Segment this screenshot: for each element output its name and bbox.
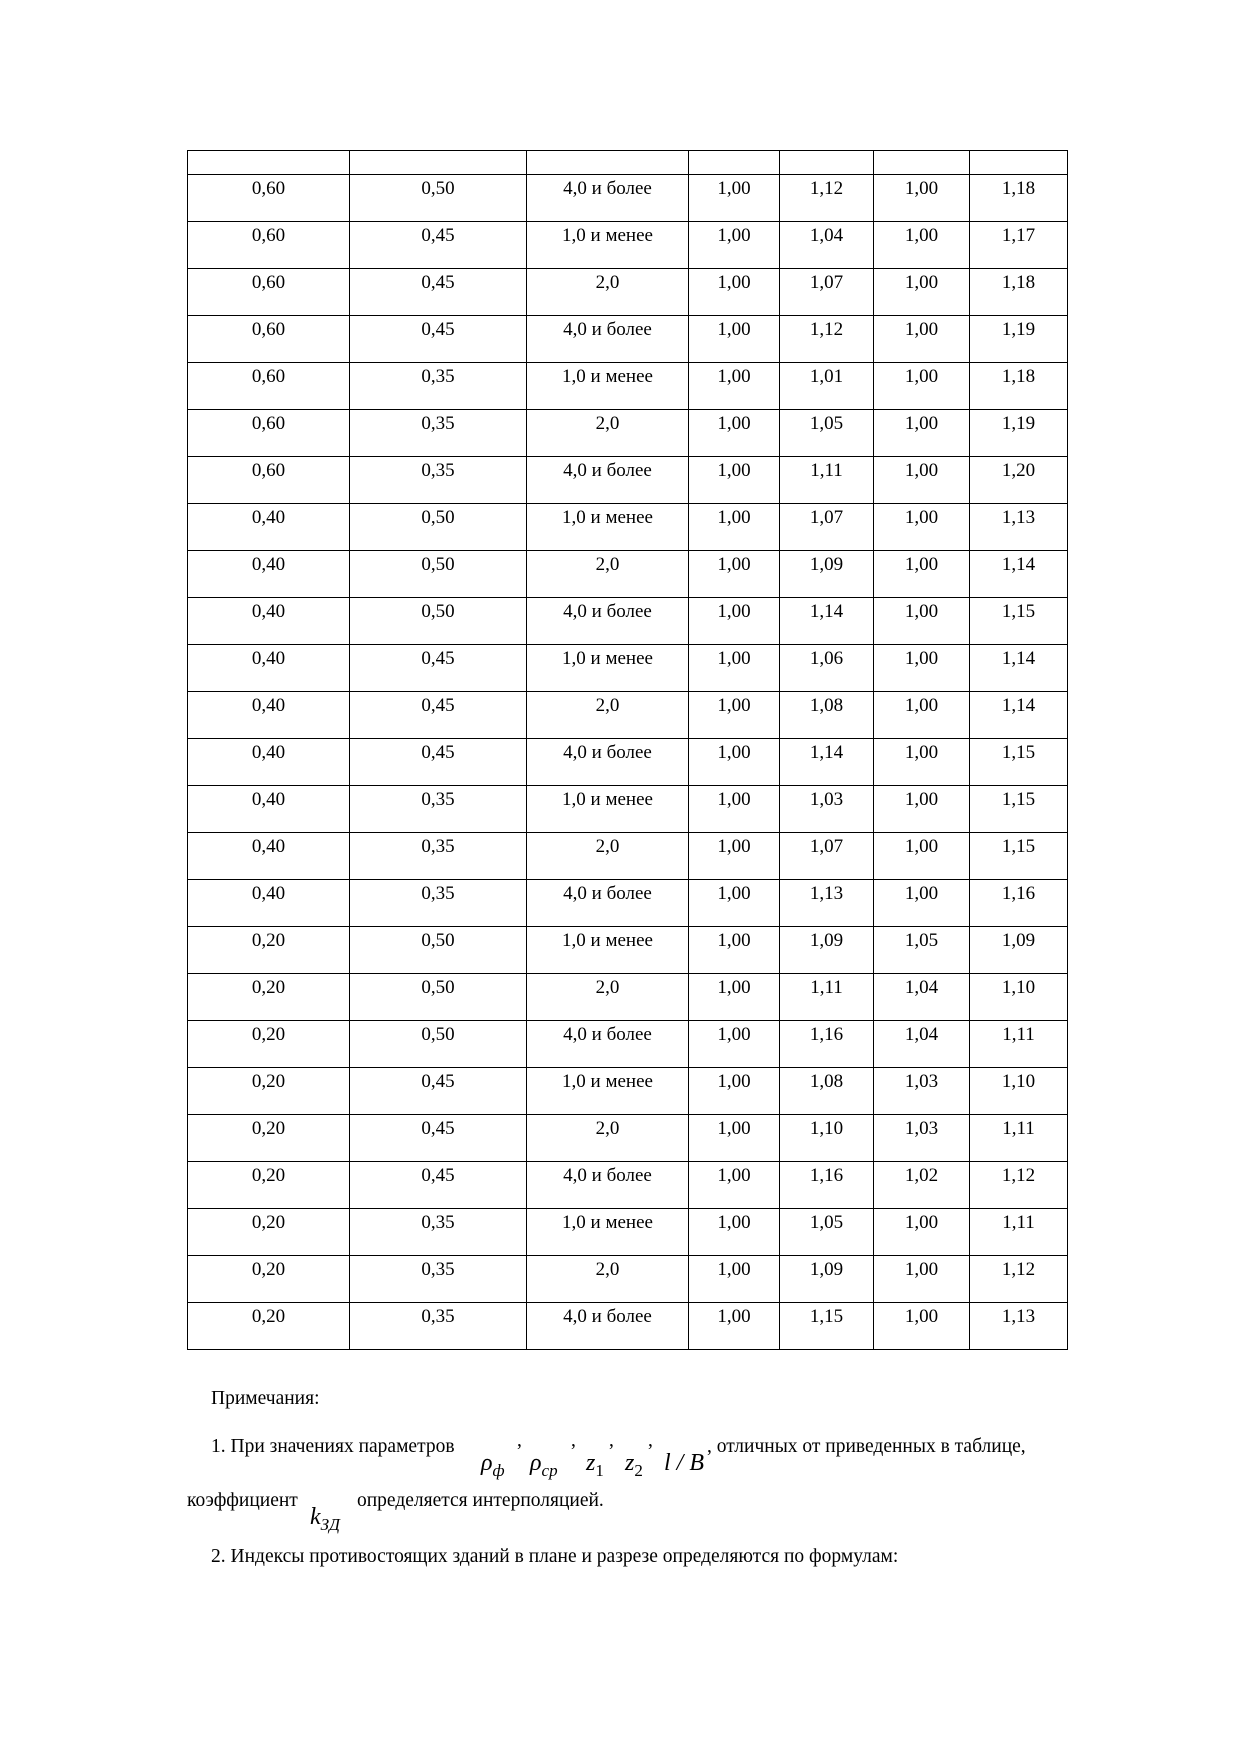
table-cell: 4,0 и более bbox=[527, 316, 689, 363]
table-row bbox=[188, 1209, 1068, 1256]
table-cell: 1,11 bbox=[780, 974, 874, 1021]
table-cell: 0,40 bbox=[188, 786, 350, 833]
param-separator: , bbox=[517, 1430, 522, 1451]
table-cell: 1,00 bbox=[874, 645, 970, 692]
table-row bbox=[188, 1162, 1068, 1209]
table-cell: 1,13 bbox=[970, 1303, 1068, 1350]
table-cell: 1,00 bbox=[689, 739, 780, 786]
table-cell: 1,03 bbox=[780, 786, 874, 833]
table-cell: 1,0 и менее bbox=[527, 927, 689, 974]
table-cell: 0,45 bbox=[350, 645, 527, 692]
table-cell: 1,00 bbox=[689, 269, 780, 316]
table-cell: 0,20 bbox=[188, 1303, 350, 1350]
table-cell: 1,00 bbox=[874, 1256, 970, 1303]
table-row bbox=[188, 457, 1068, 504]
table-cell: 1,00 bbox=[689, 692, 780, 739]
table-cell: 1,00 bbox=[689, 833, 780, 880]
table-row bbox=[188, 692, 1068, 739]
table-row bbox=[188, 645, 1068, 692]
table-cell: 1,11 bbox=[970, 1021, 1068, 1068]
table-cell: 2,0 bbox=[527, 1256, 689, 1303]
table-cell: 1,11 bbox=[780, 457, 874, 504]
table-cell: 1,12 bbox=[780, 175, 874, 222]
table-cell: 1,00 bbox=[689, 1115, 780, 1162]
table-cell: 1,00 bbox=[689, 974, 780, 1021]
table-cell: 4,0 и более bbox=[527, 598, 689, 645]
table-cell: 2,0 bbox=[527, 974, 689, 1021]
table-cell: 1,05 bbox=[780, 410, 874, 457]
table-cell: 1,09 bbox=[970, 927, 1068, 974]
table-cell: 1,00 bbox=[874, 410, 970, 457]
table-cell: 1,0 и менее bbox=[527, 1209, 689, 1256]
table-cell: 0,35 bbox=[350, 1256, 527, 1303]
table-cell: 0,40 bbox=[188, 645, 350, 692]
table-cell: 0,60 bbox=[188, 269, 350, 316]
table-cell: 1,09 bbox=[780, 927, 874, 974]
table-cell: 1,13 bbox=[970, 504, 1068, 551]
z1-symbol: $z_1$ bbox=[586, 1450, 604, 1480]
header-cell bbox=[780, 151, 874, 175]
table-cell: 0,40 bbox=[188, 551, 350, 598]
table-header-row bbox=[188, 151, 1068, 175]
table-cell: 1,00 bbox=[689, 410, 780, 457]
table-cell: 1,19 bbox=[970, 410, 1068, 457]
table-cell: 1,17 bbox=[970, 222, 1068, 269]
table-cell: 1,06 bbox=[780, 645, 874, 692]
table-row bbox=[188, 1021, 1068, 1068]
table-cell: 1,00 bbox=[874, 363, 970, 410]
table-cell: 1,19 bbox=[970, 316, 1068, 363]
table-cell: 1,08 bbox=[780, 692, 874, 739]
table-cell: 1,18 bbox=[970, 363, 1068, 410]
table-cell: 2,0 bbox=[527, 410, 689, 457]
table-cell: 1,10 bbox=[780, 1115, 874, 1162]
table-cell: 0,45 bbox=[350, 316, 527, 363]
table-row bbox=[188, 363, 1068, 410]
table-cell: 2,0 bbox=[527, 1115, 689, 1162]
table-cell: 1,00 bbox=[689, 1021, 780, 1068]
table-cell: 1,14 bbox=[970, 551, 1068, 598]
table-cell: 1,00 bbox=[689, 1209, 780, 1256]
table-cell: 0,35 bbox=[350, 1209, 527, 1256]
table-cell: 0,60 bbox=[188, 363, 350, 410]
k3d-symbol: $k_{ЗД}$ bbox=[310, 1504, 340, 1534]
coefficient-table bbox=[187, 150, 1068, 1350]
table-cell: 0,60 bbox=[188, 457, 350, 504]
table-cell: 1,05 bbox=[874, 927, 970, 974]
table-cell: 0,35 bbox=[350, 833, 527, 880]
table-cell: 1,00 bbox=[689, 1068, 780, 1115]
table-cell: 0,35 bbox=[350, 1303, 527, 1350]
table-cell: 1,03 bbox=[874, 1115, 970, 1162]
table-cell: 1,0 и менее bbox=[527, 363, 689, 410]
table-cell: 0,40 bbox=[188, 833, 350, 880]
header-cell bbox=[350, 151, 527, 175]
table-cell: 1,02 bbox=[874, 1162, 970, 1209]
table-cell: 1,16 bbox=[780, 1162, 874, 1209]
l-over-b-symbol: l / B bbox=[664, 1450, 704, 1476]
param-separator: , bbox=[609, 1430, 614, 1451]
table-cell: 1,13 bbox=[780, 880, 874, 927]
table-cell: 1,00 bbox=[874, 880, 970, 927]
table-cell: 1,00 bbox=[689, 363, 780, 410]
table-cell: 1,00 bbox=[689, 316, 780, 363]
table-cell: 1,07 bbox=[780, 269, 874, 316]
table-cell: 0,35 bbox=[350, 410, 527, 457]
table-cell: 1,00 bbox=[689, 880, 780, 927]
table-cell: 1,00 bbox=[874, 786, 970, 833]
table-row bbox=[188, 410, 1068, 457]
table-row bbox=[188, 1115, 1068, 1162]
table-cell: 1,00 bbox=[874, 1303, 970, 1350]
table-cell: 4,0 и более bbox=[527, 175, 689, 222]
table-cell: 2,0 bbox=[527, 692, 689, 739]
table-row bbox=[188, 739, 1068, 786]
table-cell: 1,00 bbox=[689, 222, 780, 269]
table-cell: 4,0 и более bbox=[527, 457, 689, 504]
table-cell: 1,14 bbox=[970, 692, 1068, 739]
table-cell: 1,07 bbox=[780, 504, 874, 551]
table-cell: 0,45 bbox=[350, 692, 527, 739]
note-1-end: , отличных от приведенных в таблице, bbox=[707, 1436, 1026, 1457]
table-row bbox=[188, 222, 1068, 269]
table-cell: 1,14 bbox=[780, 598, 874, 645]
table-cell: 0,50 bbox=[350, 598, 527, 645]
header-cell bbox=[527, 151, 689, 175]
table-cell: 0,35 bbox=[350, 786, 527, 833]
table-cell: 0,20 bbox=[188, 1068, 350, 1115]
table-cell: 0,20 bbox=[188, 1162, 350, 1209]
table-cell: 1,00 bbox=[689, 1162, 780, 1209]
table-cell: 1,00 bbox=[689, 504, 780, 551]
table-cell: 1,0 и менее bbox=[527, 1068, 689, 1115]
table-cell: 1,14 bbox=[970, 645, 1068, 692]
table-cell: 1,12 bbox=[780, 316, 874, 363]
table-row bbox=[188, 316, 1068, 363]
table-row bbox=[188, 504, 1068, 551]
table-cell: 1,09 bbox=[780, 551, 874, 598]
table-cell: 1,16 bbox=[780, 1021, 874, 1068]
table-cell: 1,20 bbox=[970, 457, 1068, 504]
table-cell: 1,10 bbox=[970, 1068, 1068, 1115]
table-cell: 1,00 bbox=[689, 1256, 780, 1303]
table-cell: 0,50 bbox=[350, 927, 527, 974]
table-cell: 2,0 bbox=[527, 833, 689, 880]
table-cell: 1,00 bbox=[689, 598, 780, 645]
table-cell: 0,60 bbox=[188, 410, 350, 457]
table-cell: 0,50 bbox=[350, 551, 527, 598]
table-cell: 1,00 bbox=[689, 645, 780, 692]
table-cell: 1,00 bbox=[874, 692, 970, 739]
table-row bbox=[188, 598, 1068, 645]
table-cell: 0,50 bbox=[350, 175, 527, 222]
table-row bbox=[188, 269, 1068, 316]
table-cell: 1,0 и менее bbox=[527, 504, 689, 551]
table-cell: 0,35 bbox=[350, 457, 527, 504]
note-1-cont-a: коэффициент bbox=[187, 1490, 298, 1511]
table-cell: 0,60 bbox=[188, 222, 350, 269]
header-cell bbox=[970, 151, 1068, 175]
table-cell: 1,12 bbox=[970, 1256, 1068, 1303]
table-cell: 1,00 bbox=[874, 598, 970, 645]
table-cell: 1,04 bbox=[780, 222, 874, 269]
notes-heading: Примечания: bbox=[211, 1388, 320, 1409]
table-row bbox=[188, 1256, 1068, 1303]
table-cell: 1,03 bbox=[874, 1068, 970, 1115]
note-1-cont-b: определяется интерполяцией. bbox=[357, 1490, 604, 1511]
header-cell bbox=[188, 151, 350, 175]
param-separator: , bbox=[571, 1430, 576, 1451]
table-cell: 1,15 bbox=[970, 739, 1068, 786]
table-cell: 0,45 bbox=[350, 739, 527, 786]
table-cell: 1,00 bbox=[689, 457, 780, 504]
table-cell: 1,16 bbox=[970, 880, 1068, 927]
table-cell: 0,60 bbox=[188, 175, 350, 222]
table-cell: 0,20 bbox=[188, 927, 350, 974]
header-cell bbox=[689, 151, 780, 175]
table-cell: 1,00 bbox=[689, 1303, 780, 1350]
table-cell: 0,45 bbox=[350, 1162, 527, 1209]
table-cell: 1,00 bbox=[874, 739, 970, 786]
table-cell: 1,00 bbox=[874, 316, 970, 363]
table-cell: 0,20 bbox=[188, 1209, 350, 1256]
table-cell: 1,00 bbox=[689, 927, 780, 974]
table-row bbox=[188, 1303, 1068, 1350]
table-cell: 4,0 и более bbox=[527, 1303, 689, 1350]
table-cell: 1,00 bbox=[874, 1209, 970, 1256]
table-cell: 4,0 и более bbox=[527, 739, 689, 786]
table-cell: 1,04 bbox=[874, 974, 970, 1021]
table-row bbox=[188, 551, 1068, 598]
table-cell: 1,09 bbox=[780, 1256, 874, 1303]
rho-f-symbol: $\rho_ф$ bbox=[481, 1450, 505, 1480]
table-cell: 1,00 bbox=[874, 222, 970, 269]
table-cell: 1,07 bbox=[780, 833, 874, 880]
table-cell: 1,00 bbox=[689, 551, 780, 598]
table-cell: 1,00 bbox=[874, 551, 970, 598]
rho-sr-symbol: $\rho_{ср}$ bbox=[530, 1450, 558, 1480]
table-cell: 2,0 bbox=[527, 551, 689, 598]
table-cell: 1,18 bbox=[970, 175, 1068, 222]
table-cell: 1,01 bbox=[780, 363, 874, 410]
table-cell: 1,15 bbox=[970, 598, 1068, 645]
table-cell: 0,20 bbox=[188, 1021, 350, 1068]
table-cell: 1,08 bbox=[780, 1068, 874, 1115]
table-row bbox=[188, 1068, 1068, 1115]
table-row bbox=[188, 786, 1068, 833]
table-cell: 0,45 bbox=[350, 222, 527, 269]
table-cell: 0,35 bbox=[350, 880, 527, 927]
table-cell: 4,0 и более bbox=[527, 1021, 689, 1068]
table-cell: 1,00 bbox=[874, 269, 970, 316]
param-separator: , bbox=[648, 1430, 653, 1451]
table-cell: 0,50 bbox=[350, 974, 527, 1021]
table-cell: 1,12 bbox=[970, 1162, 1068, 1209]
table-cell: 1,04 bbox=[874, 1021, 970, 1068]
table-cell: 0,40 bbox=[188, 739, 350, 786]
table-cell: 1,18 bbox=[970, 269, 1068, 316]
table-cell: 1,15 bbox=[780, 1303, 874, 1350]
table-cell: 1,0 и менее bbox=[527, 645, 689, 692]
table-cell: 0,50 bbox=[350, 504, 527, 551]
table-row bbox=[188, 974, 1068, 1021]
table-cell: 0,40 bbox=[188, 692, 350, 739]
table-cell: 1,00 bbox=[874, 457, 970, 504]
table-cell: 0,45 bbox=[350, 1115, 527, 1162]
table-cell: 1,11 bbox=[970, 1115, 1068, 1162]
table-cell: 4,0 и более bbox=[527, 1162, 689, 1209]
table-cell: 0,45 bbox=[350, 1068, 527, 1115]
note-1-start: 1. При значениях параметров bbox=[211, 1436, 455, 1457]
table-cell: 1,00 bbox=[689, 175, 780, 222]
z2-symbol: $z_2$ bbox=[625, 1450, 643, 1480]
table-row bbox=[188, 880, 1068, 927]
table-cell: 1,05 bbox=[780, 1209, 874, 1256]
table-cell: 0,40 bbox=[188, 880, 350, 927]
table-cell: 1,00 bbox=[874, 175, 970, 222]
table-cell: 1,15 bbox=[970, 786, 1068, 833]
table-cell: 0,45 bbox=[350, 269, 527, 316]
table-cell: 0,35 bbox=[350, 363, 527, 410]
table-cell: 1,0 и менее bbox=[527, 786, 689, 833]
table-cell: 1,11 bbox=[970, 1209, 1068, 1256]
table-cell: 1,14 bbox=[780, 739, 874, 786]
table-cell: 0,20 bbox=[188, 1256, 350, 1303]
note-2: 2. Индексы противостоящих зданий в плане и разрезе определяются по формулам: bbox=[211, 1546, 899, 1567]
table-cell: 0,60 bbox=[188, 316, 350, 363]
table-row bbox=[188, 833, 1068, 880]
table-cell: 0,40 bbox=[188, 504, 350, 551]
table-cell: 0,20 bbox=[188, 974, 350, 1021]
table-cell: 1,00 bbox=[874, 833, 970, 880]
table-row bbox=[188, 927, 1068, 974]
table-cell: 1,0 и менее bbox=[527, 222, 689, 269]
table-cell: 0,40 bbox=[188, 598, 350, 645]
table-cell: 1,10 bbox=[970, 974, 1068, 1021]
header-cell bbox=[874, 151, 970, 175]
table-cell: 1,00 bbox=[689, 786, 780, 833]
table-cell: 1,15 bbox=[970, 833, 1068, 880]
table-cell: 4,0 и более bbox=[527, 880, 689, 927]
table-cell: 0,20 bbox=[188, 1115, 350, 1162]
table-cell: 2,0 bbox=[527, 269, 689, 316]
table-cell: 0,50 bbox=[350, 1021, 527, 1068]
table-row bbox=[188, 175, 1068, 222]
table-cell: 1,00 bbox=[874, 504, 970, 551]
